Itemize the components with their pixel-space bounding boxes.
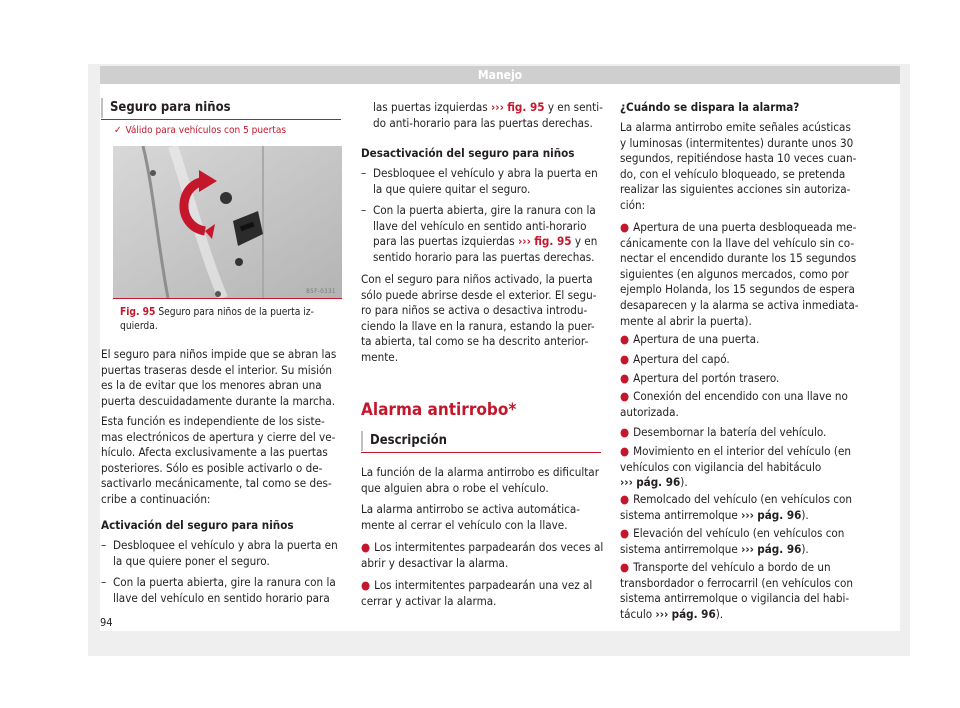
text-span: Apertura del capó. bbox=[633, 352, 730, 366]
bullet-icon: ● bbox=[620, 492, 630, 506]
text-span: las puertas izquierdas bbox=[373, 100, 488, 114]
text-line: Desbloquee el vehículo y abra la puerta en bbox=[373, 166, 598, 180]
text-line bbox=[373, 100, 613, 116]
caption-text-1: Seguro para niños de la puerta iz- bbox=[158, 307, 314, 318]
deactivation-step-2 bbox=[361, 203, 613, 265]
bullet-item bbox=[620, 389, 865, 420]
caption-rule bbox=[113, 298, 342, 299]
description-rule bbox=[361, 452, 601, 453]
text-line: sistema antirremolque o vigilancia del habi- bbox=[620, 591, 850, 606]
text-line bbox=[620, 542, 865, 558]
text-line: cribe a continuación: bbox=[101, 491, 211, 506]
text-line: ejemplo Holanda, los 15 segundos de espera bbox=[620, 282, 855, 297]
text-span: Elevación del vehículo (en vehículos con bbox=[633, 526, 845, 540]
paragraph-activated bbox=[361, 272, 606, 366]
text-line: mas electrónicos de apertura y cierre del ve- bbox=[101, 429, 336, 444]
description-heading bbox=[361, 431, 610, 451]
text-line: transbordador o ferrocarril (en vehículos con bbox=[620, 575, 853, 590]
bullet-icon: ● bbox=[361, 540, 371, 554]
bullet-icon: ● bbox=[620, 371, 630, 385]
activation-step-2 bbox=[101, 575, 353, 606]
text-line: Con el seguro para niños activado, la puerta bbox=[361, 272, 593, 286]
text-line bbox=[620, 220, 865, 236]
text-line: segundos, repitiéndose hasta 10 veces cuan- bbox=[620, 151, 857, 166]
text-span: Apertura de una puerta. bbox=[633, 332, 760, 346]
text-span: sistema antirremolque bbox=[620, 507, 738, 522]
text-line: do, con el vehículo bloqueado, se pretenda bbox=[620, 166, 846, 181]
bullet-icon: ● bbox=[620, 220, 630, 234]
arrow-ref-icon: ››› bbox=[490, 100, 504, 114]
text-line: que alguien abra o robe el vehículo. bbox=[361, 480, 549, 495]
text-line bbox=[620, 607, 865, 623]
text-line: La función de la alarma antirrobo es dificultar bbox=[361, 465, 599, 479]
bullet-item bbox=[620, 526, 865, 557]
text-line: y luminosas (intermitentes) durante unos 30 bbox=[620, 135, 854, 150]
text-line bbox=[620, 475, 865, 491]
bullet-item bbox=[620, 492, 865, 523]
text-span: y en senti- bbox=[547, 100, 603, 114]
text-line: autorizada. bbox=[620, 404, 679, 419]
figure-link[interactable]: fig. 95 bbox=[507, 100, 545, 114]
check-icon: ✓ bbox=[114, 125, 122, 136]
text-line bbox=[620, 444, 865, 460]
bullet-item bbox=[620, 371, 779, 387]
figure-code: B5F-0331 bbox=[306, 288, 336, 295]
text-line: cánicamente con la llave del vehículo sin co- bbox=[620, 235, 855, 250]
deactivation-heading: Desactivación del seguro para niños bbox=[361, 146, 575, 160]
text-line: nectar el encendido durante los 15 segundos bbox=[620, 251, 857, 266]
arrow-ref-icon: ››› bbox=[620, 475, 633, 490]
text-span: ). bbox=[801, 507, 809, 522]
page-link[interactable]: pág. 96 bbox=[757, 541, 802, 556]
bullet-icon: ● bbox=[620, 389, 630, 403]
text-span: Movimiento en el interior del vehículo (en bbox=[633, 444, 851, 458]
bullet-icon: ● bbox=[361, 578, 371, 592]
bullet-item bbox=[361, 578, 606, 609]
header-bar bbox=[100, 66, 900, 84]
bullet-icon: ● bbox=[620, 560, 630, 574]
description-title: Descripción bbox=[370, 433, 447, 448]
arrow-ref-icon: ››› bbox=[741, 541, 754, 556]
text-line: realizar las siguientes acciones sin autoriza- bbox=[620, 182, 851, 197]
text-line: sactivarlo mecánicamente, tal como se des- bbox=[101, 476, 332, 491]
text-span: Transporte del vehículo a bordo de un bbox=[633, 560, 831, 574]
dash-marker: – bbox=[101, 575, 107, 589]
text-line: posteriores. Sólo es posible activarlo o de- bbox=[101, 460, 323, 475]
text-line bbox=[620, 526, 865, 542]
text-line: cerrar y activar la alarma. bbox=[361, 593, 497, 608]
text-line: sólo puede abrirse desde el exterior. El segu- bbox=[361, 287, 597, 302]
text-line: ro para niños se activa o desactiva introdu- bbox=[361, 303, 588, 318]
text-line: siguientes (en algunos mercados, como por bbox=[620, 266, 849, 281]
text-line: hículo. Afecta exclusivamente a las puertas bbox=[101, 445, 328, 460]
text-line: Desbloquee el vehículo y abra la puerta en bbox=[113, 538, 338, 552]
bullet-icon: ● bbox=[620, 332, 630, 346]
paragraph-alarm-function bbox=[361, 465, 606, 496]
text-line bbox=[620, 560, 865, 576]
activation-step-2-continued bbox=[361, 100, 613, 131]
caption-ref: Fig. 95 bbox=[120, 307, 156, 318]
text-line bbox=[373, 234, 613, 250]
text-line: Esta función es independiente de los siste- bbox=[101, 414, 325, 428]
text-line: mente al cerrar el vehículo con la llave. bbox=[361, 517, 568, 532]
text-span: táculo bbox=[620, 606, 653, 621]
figure-link[interactable]: fig. 95 bbox=[534, 234, 572, 249]
bullet-item bbox=[620, 220, 865, 329]
text-line bbox=[361, 578, 606, 594]
text-line: abrir y desactivar la alarma. bbox=[361, 555, 509, 570]
text-span: Los intermitentes parpadearán una vez al bbox=[374, 578, 593, 592]
activation-heading: Activación del seguro para niños bbox=[101, 518, 294, 532]
dash-marker: – bbox=[361, 203, 367, 217]
text-span: Apertura de una puerta desbloqueada me- bbox=[633, 220, 857, 234]
bullet-item bbox=[620, 332, 759, 348]
text-line: llave del vehículo en sentido horario para bbox=[113, 590, 330, 605]
bullet-item bbox=[620, 425, 826, 441]
alarm-trigger-heading: ¿Cuándo se dispara la alarma? bbox=[620, 100, 800, 114]
arrow-ref-icon: ››› bbox=[655, 606, 669, 621]
text-line: El seguro para niños impide que se abran las bbox=[101, 347, 337, 361]
bullet-icon: ● bbox=[620, 526, 630, 540]
text-line: do anti-horario para las puertas derechas. bbox=[373, 115, 593, 130]
text-line: mente al abrir la puerta). bbox=[620, 313, 752, 328]
dash-marker: – bbox=[101, 538, 107, 552]
text-line: la que quiere poner el seguro. bbox=[113, 553, 270, 568]
text-line bbox=[361, 540, 606, 556]
bullet-item bbox=[620, 560, 865, 622]
bullet-item bbox=[361, 540, 606, 571]
text-span: Remolcado del vehículo (en vehículos con bbox=[633, 492, 853, 506]
paragraph-alarm-activation bbox=[361, 502, 606, 533]
dash-marker: – bbox=[361, 166, 367, 180]
bullet-icon: ● bbox=[620, 444, 630, 458]
validity-text: Válido para vehículos con 5 puertas bbox=[125, 125, 287, 136]
activation-step-1 bbox=[101, 538, 353, 569]
text-line bbox=[620, 492, 865, 508]
text-line: vehículos con vigilancia del habitáculo bbox=[620, 459, 822, 474]
text-span: ). bbox=[801, 541, 809, 556]
text-span: ). bbox=[680, 475, 688, 490]
section-rule bbox=[101, 119, 341, 120]
text-line: desaparecen y la alarma se activa inmediata- bbox=[620, 297, 859, 312]
validity-note bbox=[114, 124, 286, 138]
text-span: sistema antirremolque bbox=[620, 541, 738, 556]
text-line: La alarma antirrobo se activa automática- bbox=[361, 502, 580, 516]
text-line: Con la puerta abierta, gire la ranura con la bbox=[373, 203, 596, 217]
text-line: ción: bbox=[620, 197, 646, 212]
text-span: Los intermitentes parpadearán dos veces al bbox=[374, 540, 604, 554]
bullet-icon: ● bbox=[620, 425, 630, 439]
text-line bbox=[620, 389, 865, 405]
page-number: 94 bbox=[100, 616, 113, 629]
text-line: Con la puerta abierta, gire la ranura con la bbox=[113, 575, 336, 589]
door-lock-illustration bbox=[113, 146, 342, 298]
header-title: Manejo bbox=[477, 68, 523, 82]
text-line: ta abierta, tal como se ha descrito anterior- bbox=[361, 334, 589, 349]
paragraph-trigger bbox=[620, 120, 865, 214]
alarm-section-title: Alarma antirrobo* bbox=[361, 400, 517, 420]
figure-caption bbox=[120, 306, 340, 334]
page-link[interactable]: pág. 96 bbox=[671, 606, 716, 621]
page-link[interactable]: pág. 96 bbox=[636, 475, 681, 490]
page-link[interactable]: pág. 96 bbox=[757, 507, 802, 522]
paragraph-intro bbox=[101, 347, 346, 409]
text-span: ). bbox=[715, 606, 724, 621]
text-line: es la de evitar que los menores abran una bbox=[101, 378, 322, 393]
text-span: Apertura del portón trasero. bbox=[633, 371, 780, 385]
caption-text-2: quierda. bbox=[120, 321, 158, 332]
paragraph-function bbox=[101, 414, 346, 508]
arrow-ref-icon: ››› bbox=[517, 234, 531, 249]
text-line bbox=[620, 508, 865, 524]
text-line: La alarma antirrobo emite señales acústicas bbox=[620, 120, 851, 134]
arrow-ref-icon: ››› bbox=[741, 507, 754, 522]
bullet-item bbox=[620, 352, 730, 368]
text-span: Conexión del encendido con una llave no bbox=[633, 389, 848, 403]
text-line: la que quiere quitar el seguro. bbox=[373, 181, 531, 196]
section-heading bbox=[101, 98, 350, 118]
text-span: Desembornar la batería del vehículo. bbox=[633, 425, 827, 439]
text-line: puertas traseras desde el interior. Su misión bbox=[101, 362, 333, 377]
text-line: sentido horario para las puertas derechas. bbox=[373, 249, 595, 264]
text-span: y en bbox=[574, 234, 598, 249]
text-span: para las puertas izquierdas bbox=[373, 234, 515, 249]
figure-child-lock bbox=[113, 146, 342, 298]
text-line: ciendo la llave en la ranura, estando la puer- bbox=[361, 318, 595, 333]
text-line: puerta descuidadamente durante la marcha. bbox=[101, 393, 336, 408]
text-line: mente. bbox=[361, 349, 399, 364]
deactivation-step-1 bbox=[361, 166, 613, 197]
bullet-item bbox=[620, 444, 865, 491]
section-title: Seguro para niños bbox=[110, 100, 231, 115]
bullet-icon: ● bbox=[620, 352, 630, 366]
text-line: llave del vehículo en sentido anti-horario bbox=[373, 218, 587, 233]
